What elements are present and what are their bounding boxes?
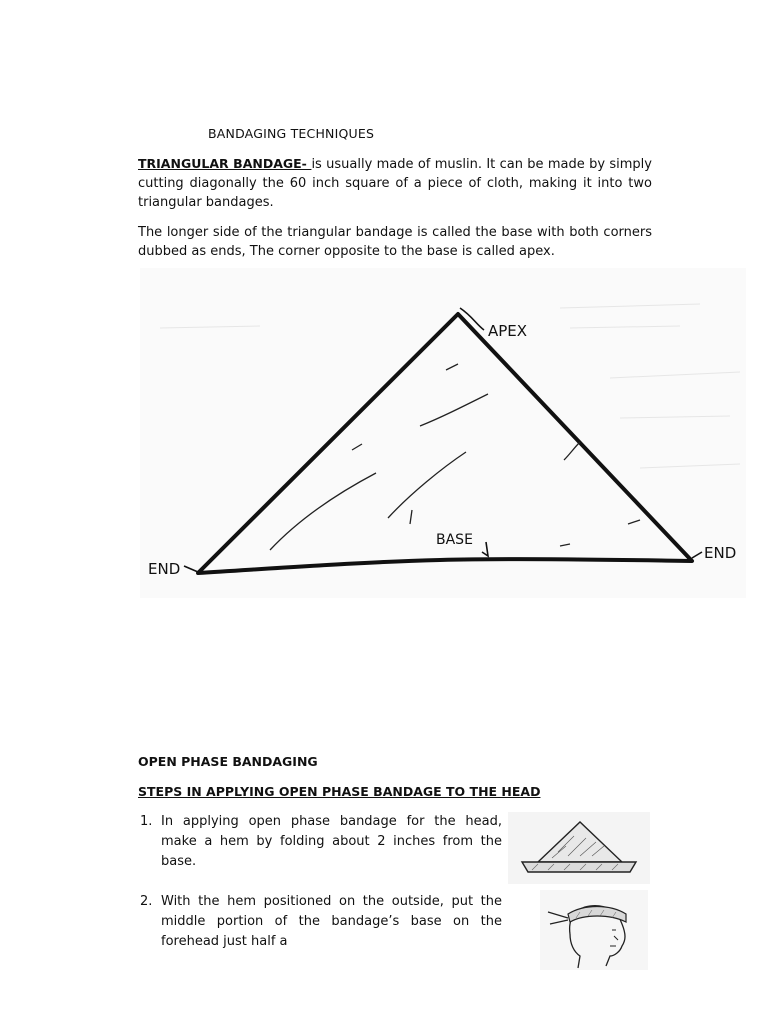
head-bandage-illustration <box>540 890 648 970</box>
label-apex: APEX <box>488 322 528 340</box>
label-end-left: END <box>148 560 181 578</box>
term-triangular-bandage: TRIANGULAR BANDAGE- <box>138 156 312 171</box>
figure-background <box>140 268 746 598</box>
step-number: 1. <box>140 814 153 829</box>
paragraph-base-apex: The longer side of the triangular bandage is called the base with both corners dubbed as ends, The corner opposite to the base is called apex. <box>138 225 652 259</box>
label-end-right: END <box>704 544 737 562</box>
paragraph-text: is usually made of muslin. It can be made by simply cutting diagonally the 60 inch square of a piece of cloth, making it into two triangular bandages. <box>138 157 652 210</box>
section-heading: OPEN PHASE BANDAGING <box>138 754 318 769</box>
document-title: BANDAGING TECHNIQUES <box>208 126 375 141</box>
triangular-bandage-figure <box>140 268 746 598</box>
step-text: In applying open phase bandage for the head, make a hem by folding about 2 inches from the base. <box>161 814 502 869</box>
step-number: 2. <box>140 894 153 909</box>
steps-heading: STEPS IN APPLYING OPEN PHASE BANDAGE TO THE HEAD <box>138 784 541 799</box>
step-text: With the hem positioned on the outside, put the middle portion of the bandage’s base on the forehead just half a <box>161 894 502 949</box>
paragraph-triangular-bandage <box>138 154 652 212</box>
folded-bandage-illustration <box>508 812 650 884</box>
label-base: BASE <box>436 532 473 548</box>
